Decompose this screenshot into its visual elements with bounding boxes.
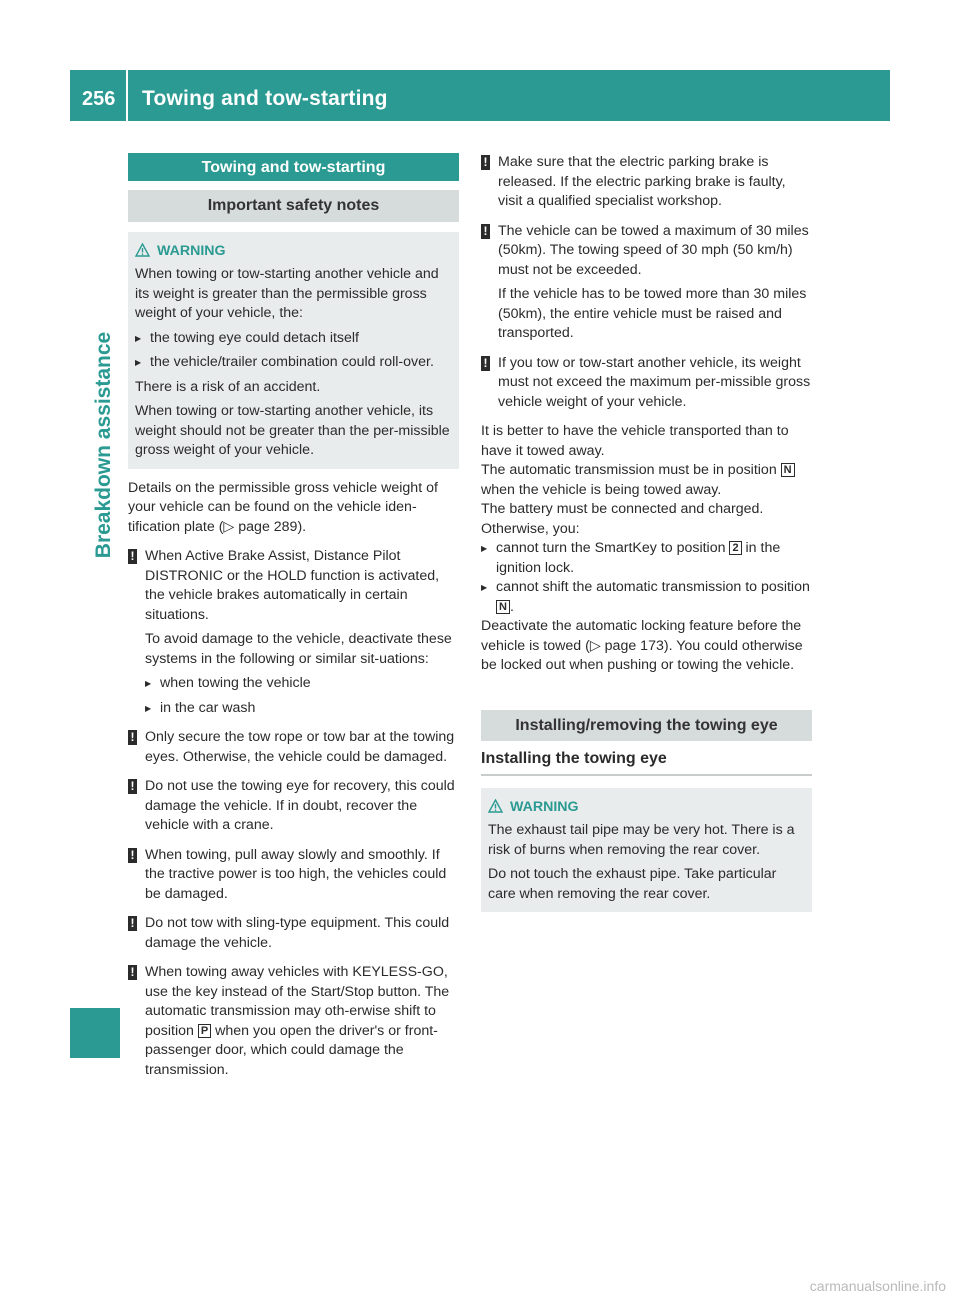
note	[128, 914, 459, 953]
note	[128, 777, 459, 836]
warning-bullet: ▶ the towing eye could detach itself	[135, 329, 451, 349]
warning-box	[481, 788, 812, 913]
note-text: When towing away vehicles with KEYLESS-GO, use the key instead of the Start/Stop button. The automatic transmission may oth-erwise shift to position P when you open the driver's or front-passenger door, which could damage the transmission.	[145, 964, 450, 1078]
note-text: Only secure the tow rope or tow bar at the towing eyes. Otherwise, the vehicle could be damaged.	[145, 729, 455, 765]
warning-heading-text: WARNING	[157, 242, 226, 259]
exclamation-icon: !	[128, 848, 137, 863]
note-text: If the vehicle has to be towed more than 30 miles (50km), the entire vehicle must be raised and transported.	[498, 286, 807, 341]
note	[128, 963, 459, 1080]
side-tab-block	[70, 1008, 120, 1058]
note	[481, 222, 812, 344]
warning-bullet: ▶ the vehicle/trailer combination could roll-over.	[135, 353, 451, 373]
gear-position-key: N	[496, 600, 510, 614]
warning-heading	[135, 242, 451, 262]
exclamation-icon: !	[481, 356, 490, 371]
exclamation-icon: !	[128, 779, 137, 794]
sub-heading: Installing the towing eye	[481, 741, 812, 776]
warning-text: The exhaust tail pipe may be very hot. There is a risk of burns when removing the rear cover.	[488, 822, 795, 858]
warning-box	[128, 232, 459, 469]
page-number: 256	[82, 88, 116, 110]
note-text: Do not tow with sling-type equipment. This could damage the vehicle.	[145, 915, 450, 951]
warning-triangle-icon	[488, 799, 503, 813]
gear-position-key: P	[198, 1024, 211, 1038]
exclamation-icon: !	[128, 730, 137, 745]
right-column	[481, 153, 812, 912]
body-paragraph: It is better to have the vehicle transported than to have it towed away.	[481, 423, 789, 459]
exclamation-icon: !	[481, 224, 490, 239]
warning-heading-text: WARNING	[510, 798, 579, 815]
body-paragraph: The automatic transmission must be in position N when the vehicle is being towed away.	[481, 461, 812, 500]
note-text: To avoid damage to the vehicle, deactivate these systems in the following or similar sit-uations:	[145, 631, 452, 667]
warning-text: Do not touch the exhaust pipe. Take particular care when removing the rear cover.	[488, 866, 777, 902]
body-paragraph: Deactivate the automatic locking feature before the vehicle is towed (▷ page 173). You could otherwise be locked out when pushing or towing the vehicle.	[481, 618, 803, 673]
note	[481, 354, 812, 413]
body-bullet: ▶ cannot turn the SmartKey to position 2 in the ignition lock.	[481, 539, 812, 578]
note-text: When Active Brake Assist, Distance Pilot DISTRONIC or the HOLD function is activated, the vehicle brakes automatically in certain situations.	[145, 548, 440, 623]
body-bullet: ▶ cannot shift the automatic transmission to position N .	[481, 578, 812, 617]
note-bullet: ▶ when towing the vehicle	[145, 674, 459, 694]
note	[481, 153, 812, 212]
note	[128, 547, 459, 718]
note-text: When towing, pull away slowly and smoothly. If the tractive power is too high, the vehicles could be damaged.	[145, 846, 447, 902]
warning-triangle-icon	[135, 243, 150, 257]
note	[128, 846, 459, 905]
warning-text: When towing or tow-starting another vehicle and its weight is greater than the permissible gross weight of your vehicle, the:	[135, 266, 439, 321]
body-paragraph: The battery must be connected and charged. Otherwise, you:	[481, 501, 764, 537]
warning-text: There is a risk of an accident.	[135, 378, 321, 395]
note-text: If you tow or tow-start another vehicle, its weight must not exceed the maximum per-missible gross vehicle weight of your vehicle.	[498, 354, 811, 410]
ignition-position-key: 2	[729, 541, 741, 555]
exclamation-icon: !	[128, 916, 137, 931]
watermark: carmanualsonline.info	[809, 1278, 946, 1294]
section-title: Towing and tow-starting	[128, 153, 459, 181]
gear-position-key: N	[781, 463, 795, 477]
exclamation-icon: !	[128, 549, 137, 564]
body-paragraph: Details on the permissible gross vehicle weight of your vehicle can be found on the vehicle iden-tification plate (▷ page 289).	[128, 479, 438, 535]
header-divider	[126, 70, 128, 121]
note-text: Do not use the towing eye for recovery, this could damage the vehicle. If in doubt, recover the vehicle with a crane.	[145, 778, 455, 833]
side-tab-label: Breakdown assistance	[92, 331, 115, 559]
warning-heading	[488, 798, 804, 818]
page-header	[70, 70, 890, 121]
warning-text: When towing or tow-starting another vehicle, its weight should not be greater than the per-missible gross weight of your vehicle.	[135, 403, 450, 458]
note-bullet: ▶ in the car wash	[145, 699, 459, 719]
note	[128, 728, 459, 767]
note-text: The vehicle can be towed a maximum of 30 miles (50km). The towing speed of 30 mph (50 km/h) must not be exceeded.	[498, 222, 809, 278]
subsection-title: Important safety notes	[128, 190, 459, 222]
section-title: Installing/removing the towing eye	[481, 710, 812, 742]
left-column	[128, 153, 459, 1080]
header-title: Towing and tow-starting	[142, 87, 388, 110]
note-text: Make sure that the electric parking brake is released. If the electric parking brake is faulty, visit a qualified specialist workshop.	[498, 154, 786, 209]
exclamation-icon: !	[481, 155, 490, 170]
exclamation-icon: !	[128, 965, 137, 980]
